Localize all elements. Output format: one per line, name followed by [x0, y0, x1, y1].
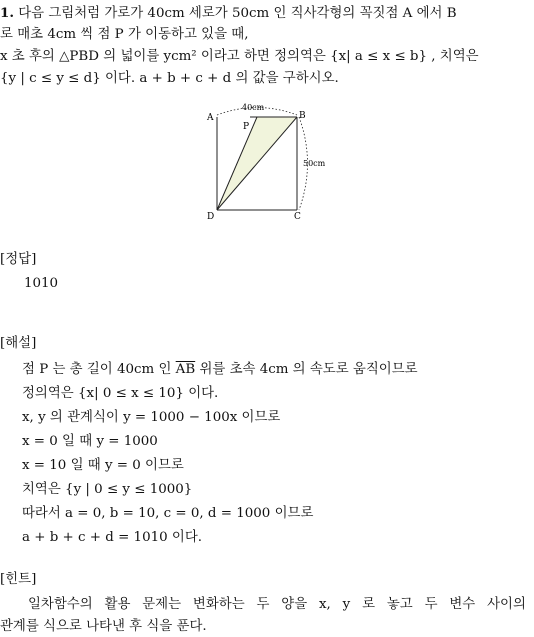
hint-word: 놓고 — [386, 597, 413, 612]
explanation-line-6: 치역은 {y | 0 ≤ y ≤ 1000} — [22, 482, 193, 497]
label-a: A — [207, 113, 214, 123]
hint-word: x, — [319, 597, 331, 612]
explanation-text-1a: 점 P 는 총 길이 40cm 인 — [22, 362, 172, 377]
hint-word: 두 — [256, 597, 270, 612]
problem-number: 1. — [0, 5, 14, 21]
problem-text-1: 다음 그림처럼 가로가 40cm 세로가 50cm 인 직사각형의 꼭짓점 A 에서 B — [18, 6, 457, 21]
answer-header: [정답] — [0, 252, 37, 267]
explanation-line-1 — [22, 360, 528, 380]
hint-word: 두 — [424, 597, 438, 612]
hint-line-1 — [28, 595, 526, 615]
problem-line-1 — [0, 3, 528, 24]
explanation-line-3: x, y 의 관계식이 y = 1000 − 100x 이므로 — [22, 410, 281, 425]
segment-ab-label: $\overline{AB}$ — [175, 362, 196, 377]
rectangle-figure — [200, 98, 340, 223]
label-width: 40cm — [242, 103, 265, 112]
hint-line-2: 관계를 식으로 나타낸 후 식을 푼다. — [0, 619, 207, 634]
hint-word: 양을 — [281, 597, 308, 612]
explanation-line-7: 따라서 a = 0, b = 10, c = 0, d = 1000 이므로 — [22, 506, 314, 521]
hint-word: 문제는 — [142, 597, 182, 612]
explanation-line-2: 정의역은 {x| 0 ≤ x ≤ 10} 이다. — [22, 386, 219, 401]
rectangle-diagram — [200, 98, 340, 223]
answer-value: 1010 — [24, 276, 59, 291]
hint-word: 변수 — [449, 597, 476, 612]
hint-word: 사이의 — [487, 597, 526, 612]
problem-line-4: {y | c ≤ y ≤ d} 이다. a + b + c + d 의 값을 구하시오. — [0, 71, 339, 86]
explanation-text-1b: 위를 초속 4cm 의 속도로 움직이므로 — [199, 362, 418, 377]
label-c: C — [294, 212, 301, 222]
label-height: 50cm — [303, 159, 326, 168]
hint-word: 일차함수의 — [28, 597, 93, 612]
label-b: B — [299, 111, 306, 121]
explanation-header: [해설] — [0, 336, 37, 351]
problem-line-3: x 초 후의 △PBD 의 넓이를 ycm² 이라고 하면 정의역은 {x| a ≤ x ≤ b} , 치역은 — [0, 49, 479, 64]
hint-word: 변화하는 — [192, 597, 245, 612]
hint-word: y — [342, 597, 351, 612]
hint-word: 활용 — [104, 597, 131, 612]
problem-line-2: 로 매초 4cm 씩 점 P 가 이동하고 있을 때, — [0, 27, 249, 42]
label-p: P — [243, 122, 250, 132]
hint-word: 로 — [362, 597, 376, 612]
explanation-line-8: a + b + c + d = 1010 이다. — [22, 530, 203, 545]
explanation-line-5: x = 10 일 때 y = 0 이므로 — [22, 458, 184, 473]
hint-header: [힌트] — [0, 572, 37, 587]
label-d: D — [207, 212, 215, 222]
explanation-line-4: x = 0 일 때 y = 1000 — [22, 434, 158, 449]
